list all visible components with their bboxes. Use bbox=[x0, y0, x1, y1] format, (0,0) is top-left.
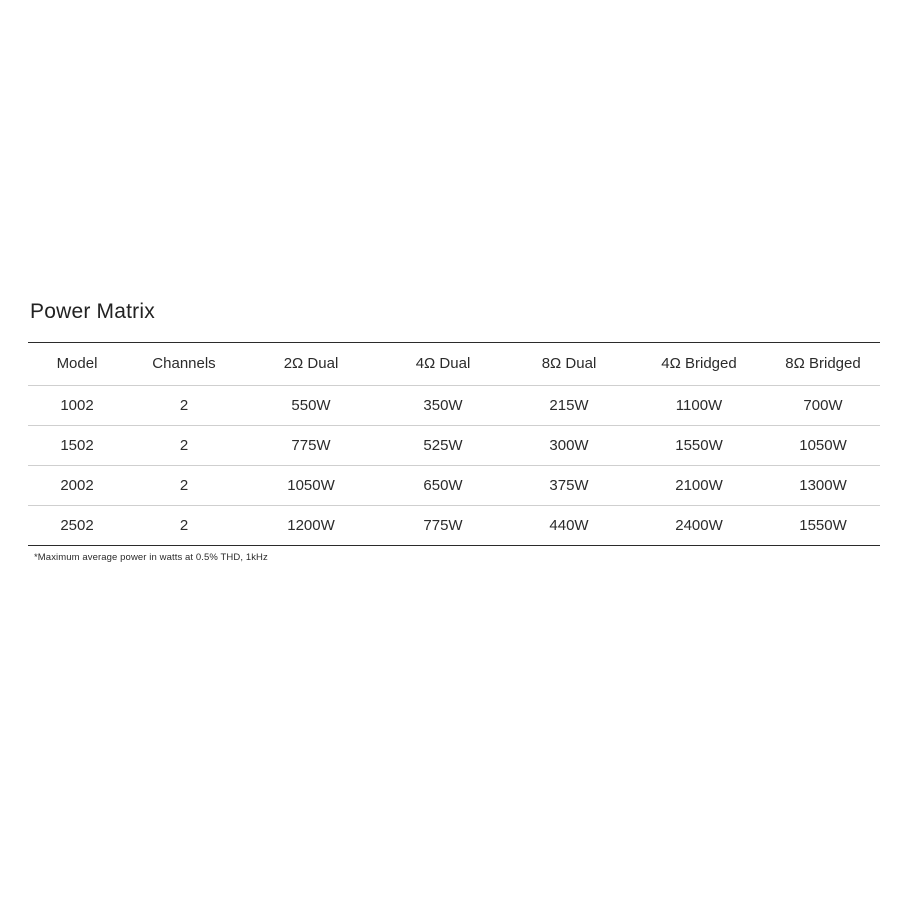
cell-8ohm-dual: 375W bbox=[506, 466, 632, 506]
column-header-8ohm-dual: 8Ω Dual bbox=[506, 343, 632, 386]
column-header-channels: Channels bbox=[126, 343, 242, 386]
page-title: Power Matrix bbox=[30, 300, 155, 323]
table-header-row bbox=[28, 343, 880, 386]
table-row bbox=[28, 386, 880, 426]
column-header-8ohm-bridged: 8Ω Bridged bbox=[766, 343, 880, 386]
cell-2ohm-dual: 1200W bbox=[242, 506, 380, 546]
column-header-4ohm-bridged: 4Ω Bridged bbox=[632, 343, 766, 386]
cell-4ohm-dual: 650W bbox=[380, 466, 506, 506]
cell-4ohm-bridged: 2100W bbox=[632, 466, 766, 506]
power-matrix-table bbox=[28, 342, 880, 546]
cell-2ohm-dual: 775W bbox=[242, 426, 380, 466]
cell-4ohm-dual: 775W bbox=[380, 506, 506, 546]
table-row bbox=[28, 426, 880, 466]
cell-channels: 2 bbox=[126, 466, 242, 506]
cell-4ohm-bridged: 2400W bbox=[632, 506, 766, 546]
cell-model: 2502 bbox=[28, 506, 126, 546]
cell-4ohm-dual: 525W bbox=[380, 426, 506, 466]
cell-8ohm-dual: 300W bbox=[506, 426, 632, 466]
column-header-model: Model bbox=[28, 343, 126, 386]
column-header-4ohm-dual: 4Ω Dual bbox=[380, 343, 506, 386]
cell-model: 1002 bbox=[28, 386, 126, 426]
cell-channels: 2 bbox=[126, 506, 242, 546]
table-row bbox=[28, 466, 880, 506]
cell-channels: 2 bbox=[126, 426, 242, 466]
cell-4ohm-bridged: 1550W bbox=[632, 426, 766, 466]
cell-4ohm-dual: 350W bbox=[380, 386, 506, 426]
table-row bbox=[28, 506, 880, 546]
cell-2ohm-dual: 550W bbox=[242, 386, 380, 426]
cell-8ohm-bridged: 1550W bbox=[766, 506, 880, 546]
column-header-2ohm-dual: 2Ω Dual bbox=[242, 343, 380, 386]
table-footnote: *Maximum average power in watts at 0.5% THD, 1kHz bbox=[34, 552, 268, 563]
power-matrix-section bbox=[28, 300, 880, 563]
cell-8ohm-bridged: 1050W bbox=[766, 426, 880, 466]
cell-8ohm-dual: 440W bbox=[506, 506, 632, 546]
cell-model: 2002 bbox=[28, 466, 126, 506]
table-body bbox=[28, 386, 880, 546]
cell-model: 1502 bbox=[28, 426, 126, 466]
cell-8ohm-bridged: 700W bbox=[766, 386, 880, 426]
cell-4ohm-bridged: 1100W bbox=[632, 386, 766, 426]
cell-2ohm-dual: 1050W bbox=[242, 466, 380, 506]
table-header bbox=[28, 343, 880, 386]
cell-8ohm-bridged: 1300W bbox=[766, 466, 880, 506]
cell-channels: 2 bbox=[126, 386, 242, 426]
cell-8ohm-dual: 215W bbox=[506, 386, 632, 426]
